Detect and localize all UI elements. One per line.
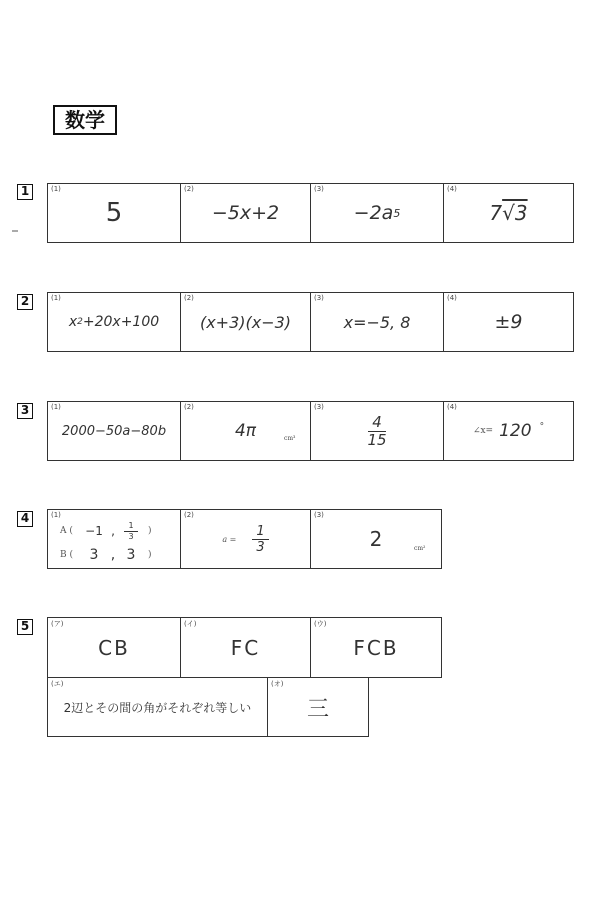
cell-label: (4) (447, 185, 457, 193)
fraction-numerator: 4 (368, 415, 386, 432)
answer-variable: x (68, 314, 78, 330)
answer-cell-3-4 (444, 402, 573, 460)
answer-cell-5-e (48, 678, 268, 736)
angle-prefix: ∠x= (472, 426, 494, 436)
answer-text: 5 (105, 198, 123, 228)
scan-mark (12, 230, 18, 232)
answer-cell-1-1 (48, 184, 181, 242)
point-b-sep: , (110, 547, 116, 563)
variable-prefix: a = (222, 534, 237, 544)
answer-row-2 (47, 292, 574, 352)
question-number-3: 3 (17, 403, 33, 419)
point-b-y: 3 (126, 547, 136, 563)
question-number-1: 1 (17, 184, 33, 200)
answer-cell-5-i (181, 618, 311, 677)
point-a-y (120, 522, 142, 541)
cell-label: (エ) (51, 680, 64, 688)
cell-label: (2) (184, 294, 194, 302)
cell-label: (1) (51, 294, 61, 302)
point-b-x: 3 (89, 547, 99, 563)
answer-cell-1-4 (444, 184, 573, 242)
answer-coefficient: 7 (489, 201, 503, 225)
point-a-x: −1 (85, 524, 103, 538)
answer-cell-1-3 (311, 184, 444, 242)
answer-text: −5x+2 (211, 202, 280, 224)
fraction-denominator: 3 (128, 531, 134, 541)
cell-label: (1) (51, 511, 61, 519)
point-a-label: A ( (60, 526, 73, 536)
point-b-line (60, 545, 175, 565)
answer-rest: +20x+100 (82, 314, 160, 330)
cell-label: (2) (184, 403, 194, 411)
answer-text: ±9 (494, 311, 523, 333)
answer-expression (444, 184, 573, 242)
answer-text: FCB (353, 635, 399, 660)
answer-cell-2-3 (311, 293, 444, 351)
answer-text: 4π (234, 421, 257, 441)
answer-text: (x+3)(x−3) (199, 312, 292, 332)
answer-row-5-top (47, 617, 442, 678)
answer-expression (444, 402, 573, 460)
cell-label: (4) (447, 294, 457, 302)
answer-cell-3-3 (311, 402, 444, 460)
answer-cell-2-1 (48, 293, 181, 351)
cell-label: (1) (51, 185, 61, 193)
unit-label: cm³ (284, 435, 296, 442)
answer-cell-4-1 (48, 510, 181, 568)
question-number-2: 2 (17, 294, 33, 310)
answer-base: −2a (353, 202, 394, 224)
answer-row-5-bottom (47, 677, 369, 737)
answer-value: 120 (499, 421, 532, 441)
answer-fraction (311, 402, 443, 460)
answer-cell-5-u (311, 618, 441, 677)
cell-label: (オ) (271, 680, 284, 688)
answer-radical: √3 (502, 201, 528, 225)
answer-cell-4-3 (311, 510, 441, 568)
answer-cell-1-2 (181, 184, 311, 242)
point-a-close: ) (148, 526, 152, 536)
cell-label: (3) (314, 185, 324, 193)
cell-label: (4) (447, 403, 457, 411)
answer-text: 2000−50a−80b (61, 423, 167, 439)
fraction-denominator: 3 (256, 539, 265, 555)
answer-cell-4-2 (181, 510, 311, 568)
answer-fraction (252, 525, 268, 554)
point-a-sep: , (111, 524, 115, 538)
cell-label: (1) (51, 403, 61, 411)
degree-suffix: ° (539, 422, 545, 432)
answer-cell-2-2 (181, 293, 311, 351)
fraction-denominator: 15 (367, 430, 387, 449)
answer-expression (48, 293, 180, 351)
cell-label: (ウ) (314, 620, 327, 628)
answer-cell-3-2 (181, 402, 311, 460)
answer-cell-3-1 (48, 402, 181, 460)
answer-exponent: 5 (393, 206, 401, 220)
unit-label: cm² (414, 545, 426, 552)
cell-label: (3) (314, 403, 324, 411)
answer-text: 2 (369, 527, 383, 551)
cell-label: (3) (314, 511, 324, 519)
answer-cell-5-o (268, 678, 368, 736)
subject-title: 数学 (53, 105, 117, 135)
point-a-line (60, 521, 175, 541)
answer-text: 2辺とその間の角がそれぞれ等しい (63, 700, 252, 715)
fraction-numerator: 1 (124, 522, 137, 532)
answer-text: FC (230, 635, 261, 660)
cell-label: (2) (184, 511, 194, 519)
answer-row-1 (47, 183, 574, 243)
fraction-numerator: 1 (252, 525, 268, 540)
cell-label: (ア) (51, 620, 64, 628)
answer-text: x=−5, 8 (343, 312, 411, 332)
question-number-5: 5 (17, 619, 33, 635)
answer-text: CB (98, 635, 130, 660)
answer-cell-2-4 (444, 293, 573, 351)
point-b-close: ) (148, 550, 152, 560)
answer-expression (181, 510, 310, 568)
cell-label: (イ) (184, 620, 197, 628)
answer-row-4 (47, 509, 442, 569)
answer-row-3 (47, 401, 574, 461)
answer-expression (311, 184, 443, 242)
answer-exponent: 2 (77, 317, 83, 327)
question-number-4: 4 (17, 511, 33, 527)
cell-label: (3) (314, 294, 324, 302)
cell-label: (2) (184, 185, 194, 193)
answer-text: 三 (306, 696, 329, 722)
point-b-label: B ( (60, 550, 73, 560)
answer-cell-5-a (48, 618, 181, 677)
